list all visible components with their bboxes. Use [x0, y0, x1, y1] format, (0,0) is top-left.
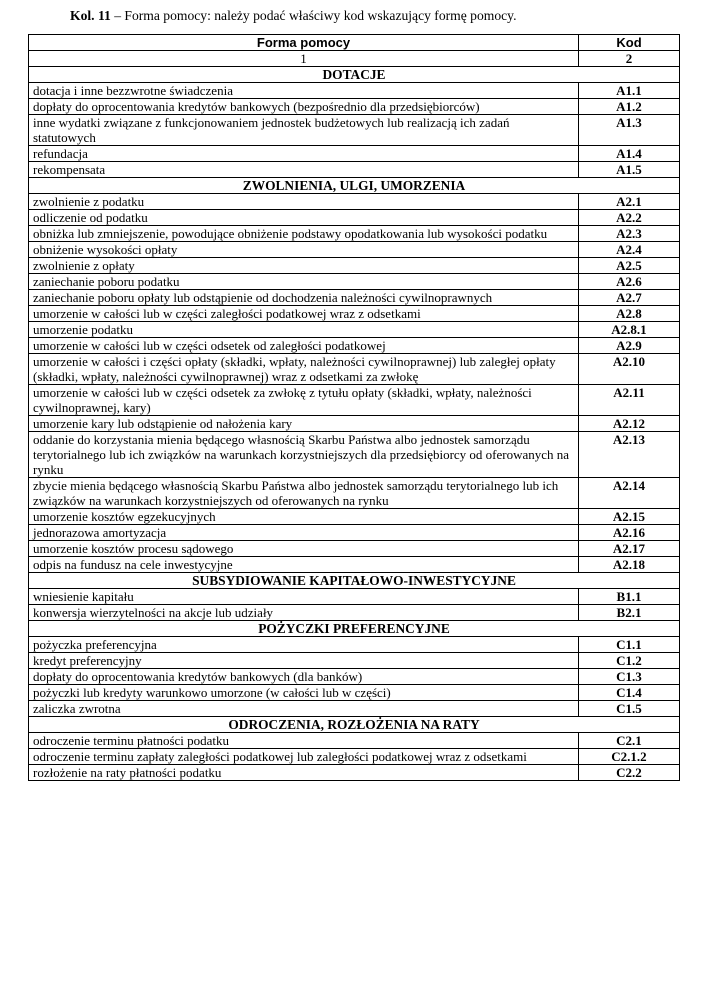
table-row — [29, 162, 680, 178]
table-row — [29, 685, 680, 701]
form-label: zwolnienie z opłaty — [29, 258, 579, 274]
table-row — [29, 733, 680, 749]
table-row — [29, 701, 680, 717]
form-code: C1.2 — [579, 653, 680, 669]
form-code: A2.6 — [579, 274, 680, 290]
section-title: SUBSYDIOWANIE KAPITAŁOWO-INWESTYCYJNE — [29, 573, 680, 589]
form-label: kredyt preferencyjny — [29, 653, 579, 669]
table-row — [29, 749, 680, 765]
form-label: konwersja wierzytelności na akcje lub udziały — [29, 605, 579, 621]
column-number-2: 2 — [579, 51, 680, 67]
table-row — [29, 653, 680, 669]
form-code: A2.4 — [579, 242, 680, 258]
aid-form-table — [28, 34, 680, 781]
column-number-1: 1 — [29, 51, 579, 67]
intro-text: – Forma pomocy: należy podać właściwy kod wskazujący formę pomocy. — [110, 8, 517, 23]
form-label: obniżka lub zmniejszenie, powodujące obniżenie podstawy opodatkowania lub wysokości podatku — [29, 226, 579, 242]
form-label: pożyczki lub kredyty warunkowo umorzone (w całości lub w części) — [29, 685, 579, 701]
form-code: A2.2 — [579, 210, 680, 226]
form-code: A2.12 — [579, 416, 680, 432]
form-code: A2.17 — [579, 541, 680, 557]
table-row — [29, 541, 680, 557]
form-code: C1.3 — [579, 669, 680, 685]
section-header-row — [29, 717, 680, 733]
table-row — [29, 637, 680, 653]
section-header-row — [29, 573, 680, 589]
header-row — [29, 35, 680, 51]
form-code: A2.11 — [579, 385, 680, 416]
table-row — [29, 322, 680, 338]
table-body — [29, 35, 680, 781]
form-code: A2.14 — [579, 478, 680, 509]
form-label: inne wydatki związane z funkcjonowaniem jednostek budżetowych lub realizacją ich zadań statutowych — [29, 115, 579, 146]
form-label: wniesienie kapitału — [29, 589, 579, 605]
table-row — [29, 589, 680, 605]
form-label: umorzenie kary lub odstąpienie od nałożenia kary — [29, 416, 579, 432]
table-row — [29, 242, 680, 258]
section-header-row — [29, 178, 680, 194]
table-row — [29, 258, 680, 274]
form-code: C1.1 — [579, 637, 680, 653]
form-label: umorzenie w całości lub w części odsetek od zaległości podatkowej — [29, 338, 579, 354]
form-label: umorzenie w całości lub w części zaległości podatkowej wraz z odsetkami — [29, 306, 579, 322]
form-label: pożyczka preferencyjna — [29, 637, 579, 653]
table-row — [29, 557, 680, 573]
table-row — [29, 432, 680, 478]
header-form: Forma pomocy — [29, 35, 579, 51]
section-title: DOTACJE — [29, 67, 680, 83]
section-header-row — [29, 621, 680, 637]
table-row — [29, 83, 680, 99]
form-label: umorzenie w całości lub w części odsetek za zwłokę z tytułu opłaty (składki, wpłaty, należności cywilnoprawnej, kary) — [29, 385, 579, 416]
form-label: umorzenie kosztów procesu sądowego — [29, 541, 579, 557]
table-row — [29, 194, 680, 210]
form-code: A2.18 — [579, 557, 680, 573]
table-row — [29, 765, 680, 781]
table-row — [29, 274, 680, 290]
form-code: A2.13 — [579, 432, 680, 478]
form-label: zaniechanie poboru podatku — [29, 274, 579, 290]
form-label: rekompensata — [29, 162, 579, 178]
table-row — [29, 306, 680, 322]
form-label: zaliczka zwrotna — [29, 701, 579, 717]
table-row — [29, 416, 680, 432]
form-label: dopłaty do oprocentowania kredytów bankowych (dla banków) — [29, 669, 579, 685]
form-code: A1.5 — [579, 162, 680, 178]
table-row — [29, 525, 680, 541]
form-label: umorzenie podatku — [29, 322, 579, 338]
table-row — [29, 210, 680, 226]
table-row — [29, 385, 680, 416]
section-title: ZWOLNIENIA, ULGI, UMORZENIA — [29, 178, 680, 194]
table-row — [29, 509, 680, 525]
form-label: odroczenie terminu płatności podatku — [29, 733, 579, 749]
form-code: A1.3 — [579, 115, 680, 146]
form-code: A2.3 — [579, 226, 680, 242]
form-label: dotacja i inne bezzwrotne świadczenia — [29, 83, 579, 99]
form-code: B2.1 — [579, 605, 680, 621]
section-title: POŻYCZKI PREFERENCYJNE — [29, 621, 680, 637]
table-row — [29, 226, 680, 242]
form-label: oddanie do korzystania mienia będącego własnością Skarbu Państwa albo jednostek samorządu terytorialnego lub ich związków na warunkach korzystniejszych dla przedsiębiorcy od oferowanych na rynku — [29, 432, 579, 478]
form-code: C1.4 — [579, 685, 680, 701]
section-title: ODROCZENIA, ROZŁOŻENIA NA RATY — [29, 717, 680, 733]
table-row — [29, 99, 680, 115]
form-code: A2.1 — [579, 194, 680, 210]
header-code: Kod — [579, 35, 680, 51]
form-label: rozłożenie na raty płatności podatku — [29, 765, 579, 781]
form-label: zaniechanie poboru opłaty lub odstąpienie od dochodzenia należności cywilnoprawnych — [29, 290, 579, 306]
table-row — [29, 669, 680, 685]
table-row — [29, 478, 680, 509]
form-code: A1.4 — [579, 146, 680, 162]
form-label: obniżenie wysokości opłaty — [29, 242, 579, 258]
form-code: C1.5 — [579, 701, 680, 717]
form-label: umorzenie kosztów egzekucyjnych — [29, 509, 579, 525]
form-code: A2.5 — [579, 258, 680, 274]
column-number-row — [29, 51, 680, 67]
form-code: A2.7 — [579, 290, 680, 306]
form-label: umorzenie w całości i części opłaty (składki, wpłaty, należności cywilnoprawnej) lub zaległej opłaty (składki, wpłaty, należności cywilnoprawnej) wraz z odsetkami za zwłokę — [29, 354, 579, 385]
form-code: A2.10 — [579, 354, 680, 385]
table-row — [29, 338, 680, 354]
table-row — [29, 605, 680, 621]
form-code: A2.8 — [579, 306, 680, 322]
table-row — [29, 146, 680, 162]
form-code: C2.1 — [579, 733, 680, 749]
form-label: jednorazowa amortyzacja — [29, 525, 579, 541]
form-label: zbycie mienia będącego własnością Skarbu Państwa albo jednostek samorządu terytorialnego lub ich związków na warunkach korzystniejszych od oferowanych na rynku — [29, 478, 579, 509]
form-code: A1.1 — [579, 83, 680, 99]
section-header-row — [29, 67, 680, 83]
form-code: A1.2 — [579, 99, 680, 115]
form-code: B1.1 — [579, 589, 680, 605]
form-label: dopłaty do oprocentowania kredytów bankowych (bezpośrednio dla przedsiębiorców) — [29, 99, 579, 115]
form-code: C2.1.2 — [579, 749, 680, 765]
form-label: zwolnienie z podatku — [29, 194, 579, 210]
form-label: refundacja — [29, 146, 579, 162]
form-code: A2.8.1 — [579, 322, 680, 338]
form-label: odpis na fundusz na cele inwestycyjne — [29, 557, 579, 573]
form-label: odroczenie terminu zapłaty zaległości podatkowej lub zaległości podatkowej wraz z odsetkami — [29, 749, 579, 765]
form-code: A2.15 — [579, 509, 680, 525]
table-row — [29, 290, 680, 306]
form-code: C2.2 — [579, 765, 680, 781]
table-row — [29, 115, 680, 146]
intro-bold: Kol. 11 — [70, 8, 111, 23]
form-code: A2.16 — [579, 525, 680, 541]
intro-line — [70, 8, 516, 24]
form-code: A2.9 — [579, 338, 680, 354]
form-label: odliczenie od podatku — [29, 210, 579, 226]
table-row — [29, 354, 680, 385]
